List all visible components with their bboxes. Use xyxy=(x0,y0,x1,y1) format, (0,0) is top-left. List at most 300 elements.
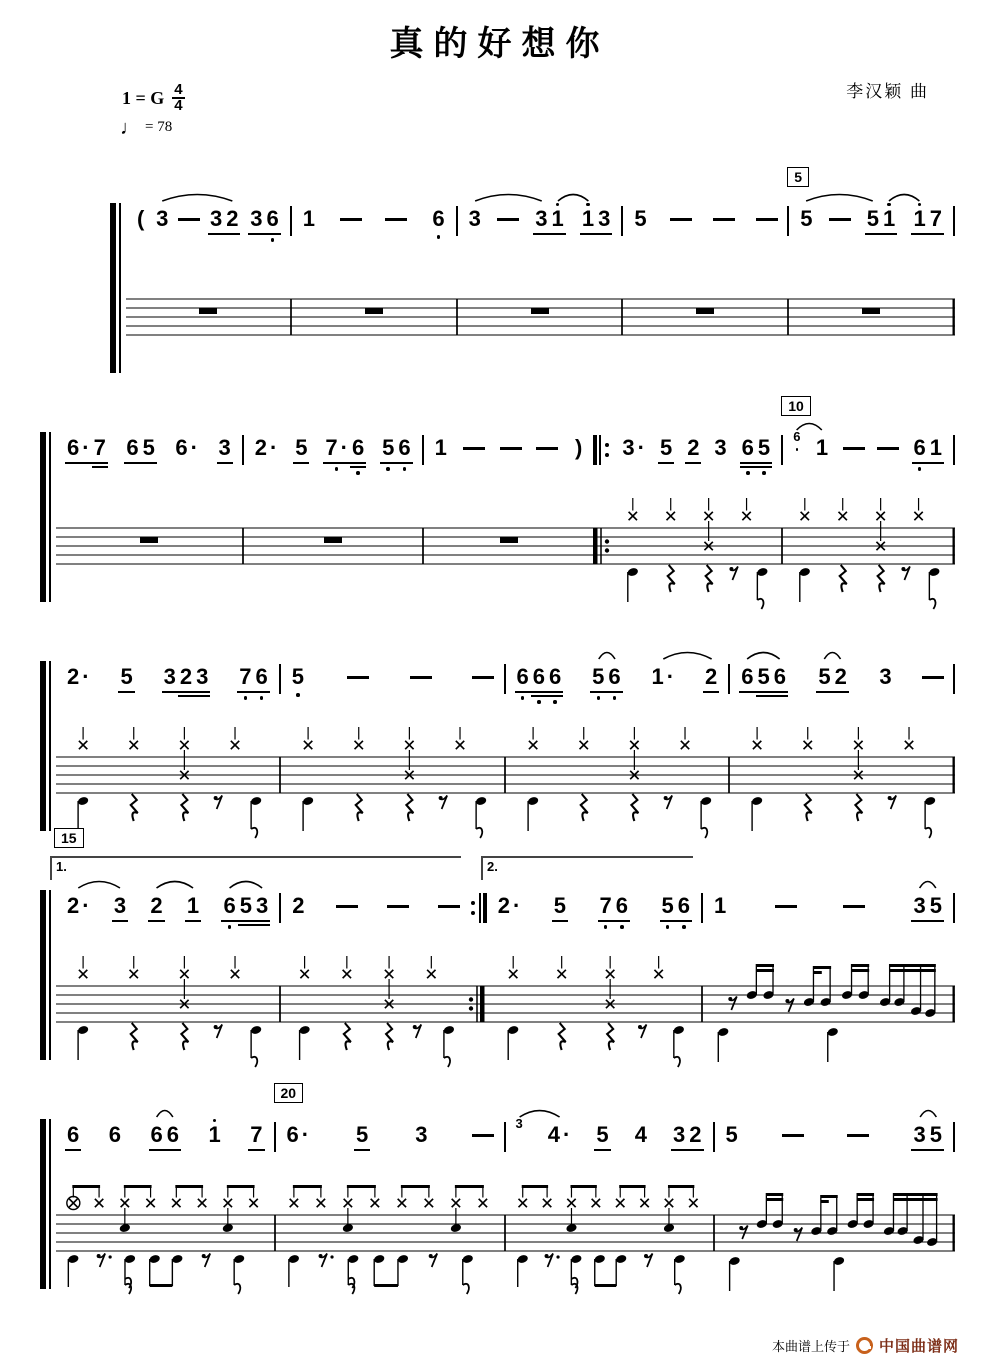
note-number: 5 xyxy=(661,893,674,918)
beam-underline xyxy=(685,462,701,464)
octave-dots-below xyxy=(597,696,601,700)
duration-dash xyxy=(472,676,494,679)
jianpu-note xyxy=(92,428,108,468)
note-number: 2 xyxy=(226,206,239,231)
measure xyxy=(424,428,594,484)
jianpu-note xyxy=(552,886,568,922)
octave-dots-below xyxy=(228,925,232,929)
beam-underline xyxy=(194,691,210,693)
octave-dots-below xyxy=(762,471,766,475)
jianpu-note xyxy=(816,657,832,693)
note-number: 6 xyxy=(126,435,139,460)
beam-underline xyxy=(531,691,547,693)
octave-dot xyxy=(597,696,601,700)
measure xyxy=(244,428,422,484)
beam-underline xyxy=(248,1149,264,1151)
beam-underline xyxy=(740,466,756,468)
octave-dots-below xyxy=(244,696,248,700)
quarter-note-icon: ♩ xyxy=(120,116,140,139)
site-logo-icon xyxy=(856,1337,873,1354)
note-number: 3 xyxy=(163,664,176,689)
jianpu-note xyxy=(162,657,178,693)
note-number: 5 xyxy=(356,1122,369,1147)
beam-group xyxy=(248,199,281,242)
beam-underline xyxy=(237,691,253,693)
beam-group xyxy=(208,199,241,235)
jianpu-note xyxy=(65,428,92,464)
beam-underline xyxy=(547,695,563,697)
note-number: 6 xyxy=(398,435,411,460)
duration-dash xyxy=(775,905,797,908)
jianpu-note xyxy=(928,1115,944,1151)
beam-underline xyxy=(594,1149,610,1151)
beam-group xyxy=(911,886,944,922)
bar xyxy=(953,664,955,694)
jianpu-note xyxy=(756,199,778,221)
note-number: 6 xyxy=(608,664,621,689)
drum-staff-wrap xyxy=(56,723,955,850)
jianpu-note xyxy=(238,886,254,926)
note-number: 3 xyxy=(714,435,727,460)
bar xyxy=(953,893,955,923)
note-number: 6 xyxy=(793,429,801,444)
augmentation-dot: · xyxy=(666,664,675,689)
beam-underline xyxy=(396,462,412,464)
bar xyxy=(593,435,597,465)
duration-dash xyxy=(410,676,432,679)
jianpu-note xyxy=(687,1115,703,1151)
note-number: 5 xyxy=(592,664,605,689)
beam-underline xyxy=(293,462,309,464)
note-number: 6 xyxy=(223,893,236,918)
beam-underline xyxy=(865,233,881,235)
jianpu-note xyxy=(178,657,194,697)
octave-dots-below xyxy=(335,467,339,471)
jianpu-note xyxy=(911,1115,927,1151)
duration-dash xyxy=(922,676,944,679)
jianpu-note xyxy=(253,428,280,461)
duration-dash xyxy=(713,218,735,221)
note-number: 7 xyxy=(239,664,252,689)
jianpu-note xyxy=(413,1115,429,1148)
octave-dots-below xyxy=(553,700,557,704)
system-start-barline xyxy=(40,661,52,831)
octave-dot xyxy=(437,235,441,239)
jianpu-note xyxy=(290,657,306,697)
jianpu-note xyxy=(829,199,851,221)
jianpu-note xyxy=(336,886,358,908)
jianpu-note xyxy=(254,657,270,700)
jianpu-line xyxy=(56,657,955,713)
note-number: 3 xyxy=(673,1122,686,1147)
jianpu-line xyxy=(56,830,955,942)
note-number: 6 xyxy=(741,664,754,689)
jianpu-note xyxy=(112,886,128,922)
measure xyxy=(789,169,953,255)
octave-dots-below xyxy=(746,471,750,475)
repeat-start-barline xyxy=(593,435,611,465)
jianpu-line xyxy=(126,169,955,255)
duration-dash xyxy=(829,218,851,221)
note-number: 5 xyxy=(818,664,831,689)
octave-dots-below xyxy=(666,925,670,929)
beam-underline xyxy=(772,695,788,697)
jianpu-note xyxy=(148,886,164,922)
beam-group xyxy=(590,657,623,700)
beam-underline xyxy=(350,466,366,468)
note-number: 5 xyxy=(120,664,133,689)
note-number: 2 xyxy=(292,893,305,918)
duration-dash xyxy=(500,447,522,450)
beam-underline xyxy=(238,924,254,926)
note-number: 3 xyxy=(415,1122,428,1147)
beam-underline xyxy=(928,233,944,235)
beam-group xyxy=(739,657,788,697)
jianpu-note xyxy=(877,428,899,450)
measure xyxy=(56,1115,274,1171)
beam-underline xyxy=(658,462,674,464)
jianpu-note xyxy=(354,1115,370,1151)
beam-underline xyxy=(912,462,928,464)
note-number: 2 xyxy=(179,664,193,689)
dot xyxy=(471,901,475,905)
beam-group xyxy=(740,428,773,475)
beam-underline xyxy=(92,462,108,464)
augmentation-dot: · xyxy=(563,1122,571,1147)
beam-underline xyxy=(380,462,396,464)
jianpu-note xyxy=(221,886,237,929)
duration-dash xyxy=(843,447,865,450)
octave-dots-below xyxy=(386,467,390,471)
jianpu-note xyxy=(547,657,563,704)
beam-underline xyxy=(660,920,676,922)
grace-note xyxy=(792,422,801,451)
jianpu-note xyxy=(430,199,446,239)
rehearsal-mark: 15 xyxy=(54,828,84,848)
note-number: 3 · xyxy=(622,435,645,460)
beam-group xyxy=(124,428,157,464)
jianpu-note xyxy=(772,657,788,697)
jianpu-note xyxy=(387,886,409,908)
beam-group xyxy=(816,657,849,693)
jianpu-note xyxy=(290,886,306,919)
note-number: 5 xyxy=(382,435,395,460)
note-number: 5 xyxy=(757,435,771,460)
key-label: 1 = G xyxy=(122,87,165,108)
jianpu-note xyxy=(713,199,735,221)
jianpu-note xyxy=(149,1115,165,1151)
beam-underline xyxy=(756,462,772,464)
beam-underline xyxy=(549,233,565,235)
note-number: 1 xyxy=(714,893,727,918)
measure xyxy=(56,428,242,484)
composer-credit: 李汉颖 曲 xyxy=(846,82,929,101)
note-number: 6 xyxy=(549,664,562,689)
note-number: 3 xyxy=(250,206,263,231)
note-number: 3 xyxy=(196,664,209,689)
note-number: 6 xyxy=(351,435,365,460)
jianpu-note xyxy=(396,428,412,471)
beam-underline xyxy=(118,691,134,693)
time-sig-top: 4 xyxy=(174,81,183,98)
jianpu-note xyxy=(928,428,944,464)
jianpu-note xyxy=(472,1115,494,1137)
augmentation-dot: · xyxy=(82,893,90,918)
beam-underline xyxy=(833,691,849,693)
beam-underline xyxy=(911,920,927,922)
time-sig-bottom: 4 xyxy=(174,97,183,114)
jianpu-note xyxy=(237,657,253,700)
jianpu-note xyxy=(865,199,881,235)
jianpu-note xyxy=(756,428,772,475)
beam-underline xyxy=(911,233,927,235)
note-number: 6 xyxy=(67,1122,80,1147)
note-number: 1 xyxy=(929,435,942,460)
note-number: 5 xyxy=(553,893,567,918)
duration-dash xyxy=(336,905,358,908)
beam-underline xyxy=(185,920,201,922)
beam-group xyxy=(65,428,108,468)
jianpu-note xyxy=(740,428,756,475)
measure xyxy=(458,199,622,255)
octave-dot xyxy=(796,448,799,451)
footer xyxy=(772,1335,959,1356)
note-number: 6 xyxy=(166,1122,179,1147)
beam-group xyxy=(865,199,898,235)
jianpu-note xyxy=(265,199,281,242)
octave-dot xyxy=(553,700,557,704)
jianpu-note xyxy=(347,657,369,679)
jianpu-note xyxy=(703,657,719,693)
duration-dash xyxy=(463,447,485,450)
augmentation-dot: · xyxy=(340,435,348,460)
beam-underline xyxy=(580,233,596,235)
note-number: 6 xyxy=(913,435,926,460)
beam-group xyxy=(580,199,613,235)
system-start-barline xyxy=(40,1119,52,1289)
octave-dots-above xyxy=(918,199,922,206)
jianpu-note xyxy=(340,199,362,221)
beam-underline xyxy=(515,691,531,693)
jianpu-note xyxy=(463,428,485,450)
jianpu-note xyxy=(658,428,674,464)
jianpu-note xyxy=(323,428,350,471)
beam-underline xyxy=(65,462,92,464)
note-number: 5 xyxy=(596,1122,609,1147)
duration-dash xyxy=(438,905,460,908)
octave-dots-below xyxy=(271,238,275,242)
jianpu-note xyxy=(107,1115,123,1148)
jianpu-note xyxy=(380,428,396,471)
jianpu-note xyxy=(685,428,701,464)
beam-underline xyxy=(911,1149,927,1151)
drum-staff-wrap xyxy=(56,952,955,1079)
bar xyxy=(953,435,955,465)
jianpu-note xyxy=(301,199,317,232)
measure xyxy=(56,657,279,713)
jianpu-note xyxy=(590,657,606,700)
staff-system-4 xyxy=(40,830,955,1079)
octave-dot xyxy=(620,925,624,929)
rehearsal-mark: 10 xyxy=(781,396,811,416)
jianpu-note xyxy=(194,657,210,697)
drum-staff-wrap xyxy=(56,494,955,621)
note-number: 1 · xyxy=(651,664,675,689)
note-number: 6 xyxy=(432,206,445,231)
augmentation-dot: · xyxy=(190,435,198,460)
jianpu-line xyxy=(56,1085,955,1171)
jianpu-note xyxy=(911,886,927,922)
staff-system-5 xyxy=(40,1085,955,1308)
octave-dots-below xyxy=(537,700,541,704)
duration-dash xyxy=(756,218,778,221)
measure xyxy=(506,1115,713,1171)
dot xyxy=(471,911,475,915)
beam-underline xyxy=(354,1149,370,1151)
jianpu-note xyxy=(606,657,622,700)
tempo-value: = 78 xyxy=(145,119,173,135)
note-number: 6 xyxy=(150,1122,163,1147)
note-number: 4 · xyxy=(547,1122,571,1147)
beam-underline xyxy=(92,466,108,468)
jianpu-note xyxy=(650,657,677,690)
measure xyxy=(56,830,279,942)
note-number: 2 xyxy=(834,664,847,689)
jianpu-note xyxy=(833,657,849,693)
system-start-barline xyxy=(110,203,122,373)
octave-dot xyxy=(537,700,541,704)
beam-underline xyxy=(194,695,210,697)
measure xyxy=(126,199,290,255)
beam-underline xyxy=(676,920,692,922)
drum-staff xyxy=(56,723,955,845)
octave-dot xyxy=(613,696,617,700)
duration-dash xyxy=(472,1134,494,1137)
beam-group xyxy=(598,886,631,929)
jianpu-note xyxy=(293,428,309,464)
octave-dots-below xyxy=(296,693,300,697)
beam-underline xyxy=(772,691,788,693)
duration-dash xyxy=(782,1134,804,1137)
repeat-dots xyxy=(471,901,475,915)
beam-underline xyxy=(165,1149,181,1151)
jianpu-note xyxy=(124,428,140,464)
duration-dash xyxy=(178,218,200,221)
bar xyxy=(479,893,481,923)
note-number: 6 xyxy=(108,1122,121,1147)
tempo xyxy=(120,116,173,139)
octave-dots-below xyxy=(260,696,264,700)
beam-underline xyxy=(614,920,630,922)
beam-underline xyxy=(323,462,350,464)
octave-dot xyxy=(604,925,608,929)
note-number: 5 xyxy=(929,1122,942,1147)
beam-underline xyxy=(552,920,568,922)
octave-dot xyxy=(244,696,248,700)
jianpu-note xyxy=(598,886,614,929)
measure xyxy=(276,1085,504,1171)
measure xyxy=(703,886,953,942)
augmentation-dot: · xyxy=(301,1122,310,1147)
measure xyxy=(487,886,701,942)
augmentation-dot: · xyxy=(82,435,90,460)
volta-label: 2. xyxy=(487,859,498,874)
note-number: 3 xyxy=(209,206,223,231)
jianpu-note xyxy=(410,657,432,679)
drum-staff xyxy=(56,494,955,616)
jianpu-note xyxy=(438,886,460,908)
octave-dots-above xyxy=(586,199,590,206)
octave-dot xyxy=(260,696,264,700)
beam-underline xyxy=(124,462,140,464)
note-number: 2 xyxy=(705,664,718,689)
note-number: 3 xyxy=(598,206,611,231)
measure xyxy=(292,199,456,255)
note-number: 7 · xyxy=(325,435,348,460)
jianpu-note xyxy=(65,886,92,919)
octave-dot xyxy=(682,925,686,929)
octave-dots-below xyxy=(604,925,608,929)
footer-prefix: 本曲谱上传于 xyxy=(771,1339,850,1354)
note-number: 2 · xyxy=(67,664,90,689)
duration-dash xyxy=(843,905,865,908)
barline xyxy=(953,435,955,465)
jianpu-note xyxy=(676,886,692,929)
note-number: 5 xyxy=(800,206,813,231)
note-number: 1 xyxy=(186,893,200,918)
volta-bracket xyxy=(50,856,461,880)
beam-underline xyxy=(65,1149,81,1151)
octave-dot xyxy=(521,696,525,700)
octave-dot xyxy=(403,467,407,471)
jianpu-note xyxy=(248,1115,264,1151)
octave-dots-below xyxy=(356,471,360,475)
measure xyxy=(281,657,504,713)
note-number: 2 · xyxy=(67,893,90,918)
note-number: 1 xyxy=(913,206,926,231)
octave-dots-above xyxy=(887,199,891,206)
jianpu-note xyxy=(515,657,531,700)
octave-dot xyxy=(228,925,232,929)
note-number: ) xyxy=(575,435,583,460)
drum-staff xyxy=(126,265,955,387)
beam-underline xyxy=(208,233,224,235)
jianpu-note xyxy=(912,428,928,471)
octave-dot xyxy=(762,471,766,475)
beam-underline xyxy=(112,920,128,922)
note-number: 3 xyxy=(879,664,892,689)
beam-group xyxy=(149,1115,182,1151)
octave-dot xyxy=(335,467,339,471)
note-number: 6 xyxy=(615,893,629,918)
note-number: 3 xyxy=(913,893,926,918)
note-number: 3 xyxy=(113,893,127,918)
jianpu-note xyxy=(671,1115,687,1151)
measure xyxy=(715,1115,954,1171)
rehearsal-mark: 20 xyxy=(274,1083,304,1103)
beam-underline xyxy=(756,466,772,468)
barline xyxy=(953,664,955,694)
beam-underline xyxy=(141,462,157,464)
barline xyxy=(953,206,955,236)
dot xyxy=(605,453,609,457)
note-number: 5 xyxy=(725,1122,738,1147)
note-number: 3 xyxy=(468,206,481,231)
jianpu-note xyxy=(178,199,200,221)
grace-note xyxy=(515,1109,524,1132)
jianpu-note xyxy=(775,886,797,908)
jianpu-note xyxy=(739,657,755,693)
